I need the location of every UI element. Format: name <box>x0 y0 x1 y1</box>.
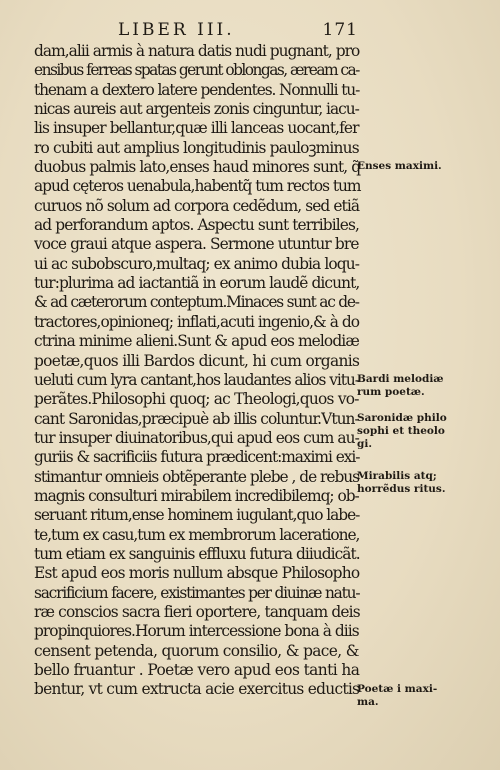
margin-note-line: sophi et theolo <box>357 424 445 437</box>
margin-note <box>357 373 497 399</box>
margin-note-line: rum poetæ. <box>357 385 425 398</box>
text-line: guriis & sacrificiis futura prædicent:maximi exi- <box>34 448 360 467</box>
text-line: ro cubiti aut amplius longitudinis pauloꝫminus <box>34 138 359 157</box>
text-line: ræ conscios sacra fieri oportere, tanquam deis <box>34 602 360 621</box>
folio-number: 171 <box>322 20 358 40</box>
margin-note-line: Saronidæ philo <box>357 411 447 424</box>
text-line: apud cęteros uenabula,habentq̃ tum rectos tum <box>34 177 361 196</box>
text-line: ueluti cum lyra cantant,hos laudantes alios vitu- <box>34 370 359 389</box>
text-line: ui ac subobscuro,multaq; ex animo dubia loqu- <box>34 254 360 273</box>
margin-note <box>357 683 497 709</box>
text-line: bentur, vt cum extructa acie exercitus eductis <box>34 680 360 699</box>
text-line: stimantur omnieis obtẽperante plebe , de rebus <box>34 467 360 486</box>
text-line: nicas aureis aut argenteis zonis cinguntur, iacu- <box>34 100 359 119</box>
text-line: propinquiores.Horum intercessione bona à diis <box>34 622 359 641</box>
text-line: & ad cæterorum conteptum.Minaces sunt ac de- <box>34 293 359 312</box>
text-line: Est apud eos moris nullum absque Philosopho <box>34 564 360 583</box>
text-line: seruant ritum,ense hominem iugulant,quo labe- <box>34 506 360 525</box>
text-line: tur:plurima ad iactantiã in eorum laudẽ dicunt, <box>34 274 360 293</box>
margin-note <box>357 160 497 173</box>
text-line: ensibus ferreas spatas gerunt oblongas, æream ca- <box>34 61 359 80</box>
margin-note-line: gi. <box>357 437 372 450</box>
text-line: perãtes.Philosophi quoq; ac Theologi,quos vo- <box>34 390 359 409</box>
text-line: bello fruantur . Poetæ vero apud eos tanti ha <box>34 661 360 679</box>
text-line: sacrificium facere, existimantes per diuinæ natu- <box>34 583 360 602</box>
text-line: curuos nõ solum ad corpora cedẽdum, sed etiã <box>34 196 360 215</box>
text-line: magnis consulturi mirabilem incredibilemq; ob- <box>34 486 359 505</box>
margin-note-line: horrẽdus ritus. <box>357 482 446 495</box>
text-line: duobus palmis lato,enses haud minores sunt, q̃ <box>34 158 361 177</box>
margin-note-line: Poetæ i maxi- <box>357 682 438 695</box>
text-column <box>34 42 359 700</box>
text-line: dam,alii armis à natura datis nudi pugnant, pro <box>34 42 360 60</box>
running-title: LIBER III. <box>118 20 235 40</box>
text-line: censent petenda, quorum consilio, & pace, & <box>34 641 359 660</box>
text-line: ctrina minime alieni.Sunt & apud eos melodiæ <box>34 332 359 351</box>
text-line: thenam a dextero latere pendentes. Nonnulli tu- <box>34 80 360 99</box>
margin-note-line: Mirabilis atq; <box>357 469 437 482</box>
text-line: poetæ,quos illi Bardos dicunt, hi cum organis <box>34 351 360 370</box>
text-line: tractores,opinioneq; inflati,acuti ingenio,& à do <box>34 312 360 331</box>
text-line: ad perforandum aptos. Aspectu sunt terribiles, <box>34 216 359 235</box>
margin-note <box>357 470 497 496</box>
running-header <box>118 20 358 40</box>
text-line: cant Saronidas,præcipuè ab illis coluntur.Vtun- <box>34 409 359 428</box>
text-line: lis insuper bellantur,quæ illi lanceas uocant,fer <box>34 119 359 138</box>
margin-note-line: Enses maximi. <box>357 160 442 173</box>
margin-note-line: ma. <box>357 695 379 708</box>
text-line: te,tum ex casu,tum ex membrorum laceratione, <box>34 525 360 544</box>
margin-note <box>357 412 497 451</box>
text-line: tur insuper diuinatoribus,qui apud eos cum au- <box>34 428 359 447</box>
text-line: tum etiam ex sanguinis effluxu futura diiudicãt. <box>34 544 360 563</box>
margin-note-line: Bardi melodiæ <box>357 372 444 385</box>
text-line: voce graui atque aspera. Sermone utuntur bre <box>34 235 359 254</box>
